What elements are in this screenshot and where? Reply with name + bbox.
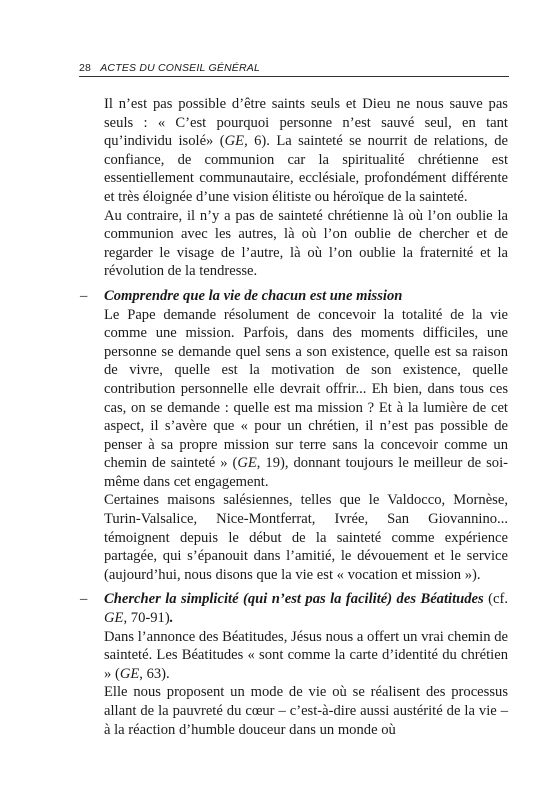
intro-section <box>104 95 508 281</box>
citation-abbrev: GE <box>237 455 257 472</box>
text-run: , 19), donnant toujours le meilleur de soi-même dans cet engagement. <box>104 455 508 490</box>
running-header <box>79 62 509 74</box>
header-rule <box>79 76 509 77</box>
text-run: Le Pape demande résolument de concevoir la totalité de la vie comme une mission. Parfois, dans des moments difficiles, une personne se demande quel sens a son existence, quelle est sa raison de vivre, quelle est la motivation de son existence, quelle contribution personnelle elle devrait offrir... Eh bien, dans tous ces cas, on se demande : quelle est ma mission ? Et à la lumière de cet aspect, il s’avère que « pour un chrétien, il n’est pas possible de penser à sa propre mission sur terre sans la concevoir comme un chemin de sainteté » ( <box>104 306 508 472</box>
text-run: (cf. <box>483 591 508 608</box>
item-heading-text: Comprendre que la vie de chacun est une mission <box>104 287 403 304</box>
item-list <box>80 287 508 739</box>
text-run: , 6). La sainteté se nourrit de relations, de confiance, de communion car la spiritualité chrétienne est essentiellement communautaire, ecclésiale, profondément différente et très éloignée d’une vision élitiste ou héroïque de la sainteté. <box>104 133 508 205</box>
text-run: Certaines maisons salésiennes, telles que le Valdocco, Mornèse, Turin-Valsalice, Nice-Montferrat, Ivrée, San Giovannino... témoignent depuis le début de la sainteté comme expérience partagée, qui s’épanouit dans l’amitié, le dévouement et le service (aujourd’hui, nous disons que la vie est « vocation et mission »). <box>104 492 508 583</box>
citation-abbrev: GE <box>104 610 124 627</box>
text-run: Elle nous proposent un mode de vie où se réalisent des processus allant de la pauvreté du cœur – c’est-à-dire aussi austérité de la vie – à la réaction d’humble douceur dans un monde où <box>104 684 508 738</box>
text-run: , 63). <box>139 665 170 682</box>
text-run: Il n’est pas possible d’être saints seuls et Dieu ne nous sauve pas seuls : « C’est pourquoi personne n’est sauvé seul, en tant qu’individu isolé» ( <box>104 96 508 150</box>
body-paragraph <box>104 306 508 492</box>
running-title: ACTES DU CONSEIL GÉNÉRAL <box>100 62 261 74</box>
item-heading <box>104 287 508 306</box>
body-paragraph <box>104 95 508 207</box>
body-paragraph <box>104 207 508 281</box>
body-paragraph <box>104 683 508 739</box>
body-paragraph <box>104 491 508 584</box>
citation-abbrev: GE <box>224 133 245 150</box>
text-run: Dans l’annonce des Béatitudes, Jésus nous a offert un vrai chemin de sainteté. Les Béatitudes « sont comme la carte d’identité du chrétien » ( <box>104 628 508 682</box>
list-dash: – <box>80 287 88 304</box>
page-body <box>80 95 508 739</box>
page-number: 28 <box>79 62 92 74</box>
list-dash: – <box>80 591 88 608</box>
text-run: Au contraire, il n’y a pas de sainteté chrétienne là où l’on oublie la communion avec les autres, là où l’on oublie de chercher et de regarder le visage de l’autre, là où l’on oublie la fraternité et la révolution de la tendresse. <box>104 207 508 280</box>
list-item <box>80 590 508 739</box>
heading-end: . <box>169 610 174 627</box>
item-heading <box>104 590 508 627</box>
body-paragraph <box>104 628 508 684</box>
item-heading-text: Chercher la simplicité (qui n’est pas la facilité) des Béatitudes <box>104 591 484 608</box>
citation-abbrev: GE <box>119 665 140 682</box>
list-item <box>80 287 508 585</box>
text-run: , 70-91) <box>123 610 170 627</box>
